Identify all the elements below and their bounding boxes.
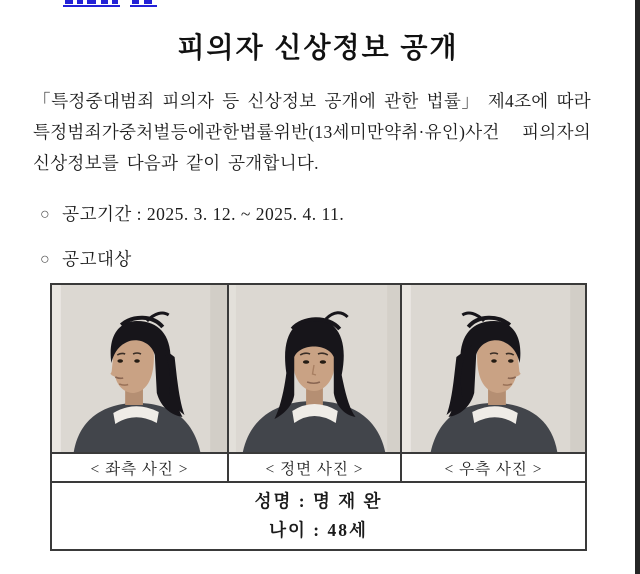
notice-subject-line xyxy=(40,246,132,271)
clipped-link-fragment[interactable] xyxy=(130,0,157,7)
paragraph-line: 「특정중대범죄 피의자 등 신상정보 공개에 관한 법률」 제4조에 따라 xyxy=(33,91,591,111)
suspect-photo-right-profile xyxy=(401,284,586,453)
window-right-edge xyxy=(635,0,640,574)
link-glyph-stub xyxy=(112,0,118,4)
link-glyph-stub xyxy=(144,0,152,4)
suspect-photo-left-profile xyxy=(51,284,228,453)
page-title: 피의자 신상정보 공개 xyxy=(177,32,459,63)
link-glyph-stub xyxy=(101,0,108,4)
caption-right-photo: < 우측 사진 > xyxy=(401,453,586,482)
link-underline xyxy=(63,5,120,7)
info-row xyxy=(51,482,586,550)
circle-bullet-icon: ○ xyxy=(40,206,51,223)
caption-row xyxy=(51,453,586,482)
caption-left-photo: < 좌측 사진 > xyxy=(51,453,228,482)
link-glyph-stub xyxy=(132,0,139,4)
photo-front-illustration xyxy=(229,285,400,452)
photo-right-illustration xyxy=(402,285,585,452)
link-glyph-stub xyxy=(87,0,96,4)
link-glyph-stub xyxy=(77,0,83,4)
suspect-name: 성명 : 명 재 완 xyxy=(254,491,383,511)
paragraph-line: 특정범죄가중처벌등에관한법률위반(13세미만약취·유인)사건 피의자의 xyxy=(33,122,591,142)
suspect-photo-front xyxy=(228,284,401,453)
caption-front-photo: < 정면 사진 > xyxy=(228,453,401,482)
notice-subject-text: 공고대상 xyxy=(62,249,132,269)
paragraph-line: 신상정보를 다음과 같이 공개합니다. xyxy=(33,153,319,173)
subject-table xyxy=(50,283,587,551)
link-glyph-stub xyxy=(65,0,73,4)
notice-period-line xyxy=(40,201,344,226)
suspect-info-cell xyxy=(51,482,586,550)
suspect-age: 나이 : 48세 xyxy=(269,520,368,540)
photo-row xyxy=(51,284,586,453)
circle-bullet-icon: ○ xyxy=(40,251,51,268)
clipped-link-fragment[interactable] xyxy=(63,0,120,7)
link-underline xyxy=(130,5,157,7)
photo-left-illustration xyxy=(52,285,227,452)
notice-period-text: 공고기간 : 2025. 3. 12. ~ 2025. 4. 11. xyxy=(62,204,345,224)
legal-basis-paragraph xyxy=(33,86,591,179)
